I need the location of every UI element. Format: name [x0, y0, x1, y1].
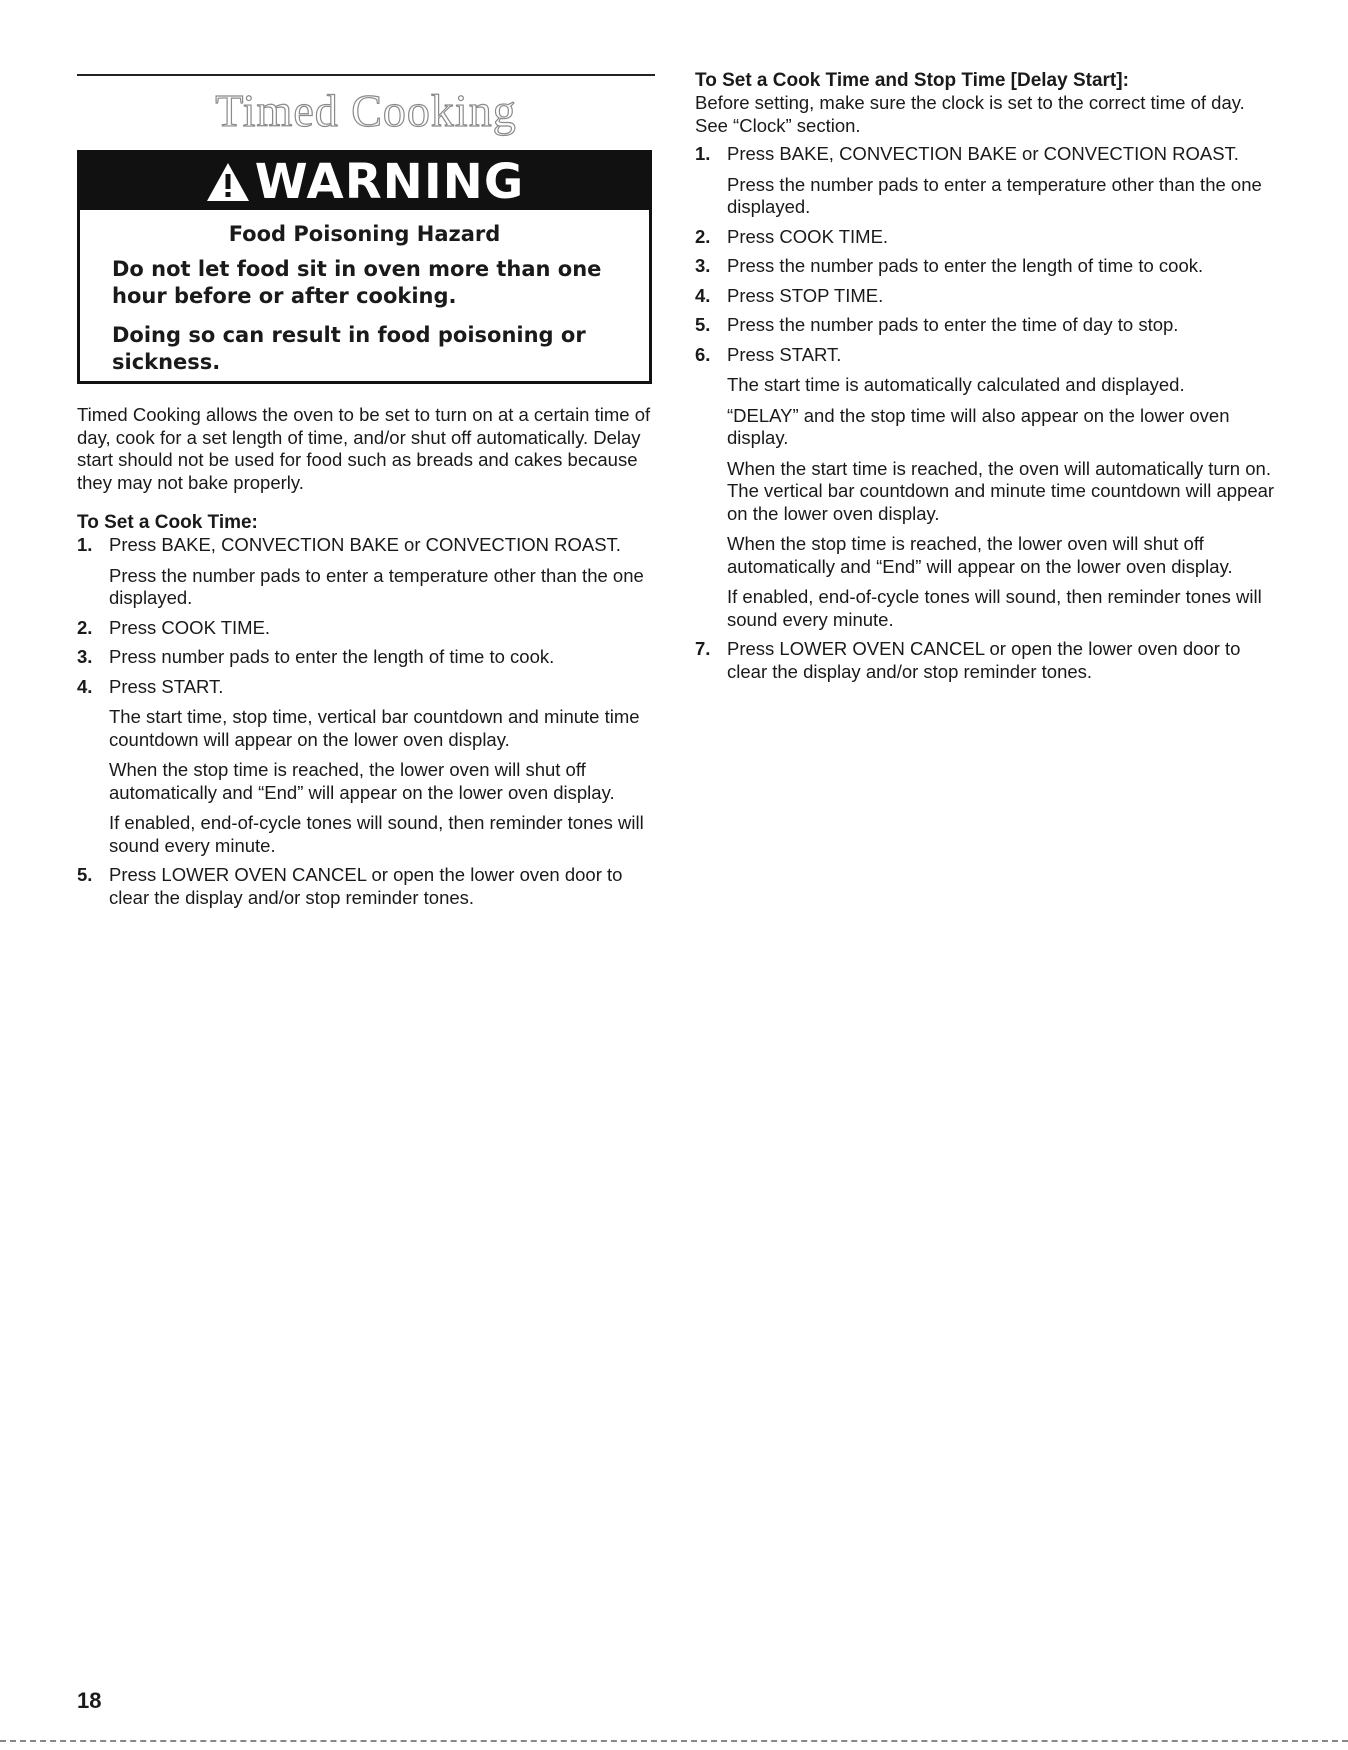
- step-number: 6.: [695, 343, 711, 365]
- step-text: Press BAKE, CONVECTION BAKE or CONVECTION ROAST.: [727, 143, 1239, 164]
- delay-start-heading: To Set a Cook Time and Stop Time [Delay Start]:: [695, 70, 1129, 91]
- step-note: When the stop time is reached, the lower oven will shut off automatically and “End” will appear on the lower oven display.: [109, 759, 615, 803]
- warning-banner-label: WARNING: [254, 153, 525, 210]
- step-item: [77, 864, 655, 909]
- step-note: Press the number pads to enter a temperature other than the one displayed.: [109, 564, 644, 608]
- step-text: Press COOK TIME.: [109, 616, 271, 638]
- step-note: The start time, stop time, vertical bar countdown and minute time countdown will appear on the lower oven display.: [109, 706, 640, 750]
- step-note: “DELAY” and the stop time will also appear on the lower oven display.: [727, 404, 1230, 448]
- step-item: [695, 143, 1275, 219]
- step-item: [695, 285, 1275, 308]
- step-number: 3.: [695, 255, 711, 276]
- step-text: Press START.: [727, 343, 842, 365]
- cook-time-steps: [77, 534, 655, 909]
- step-text: Press COOK TIME.: [727, 225, 889, 247]
- step-text: Press BAKE, CONVECTION BAKE or CONVECTION ROAST.: [109, 534, 621, 555]
- step-note: When the stop time is reached, the lower oven will shut off automatically and “End” will appear on the lower oven display.: [727, 533, 1233, 577]
- step-item: [695, 255, 1275, 278]
- warning-banner: [80, 153, 649, 210]
- delay-start-steps: [695, 143, 1275, 683]
- step-number: 7.: [695, 638, 711, 659]
- step-text: Press number pads to enter the length of time to cook.: [109, 646, 555, 667]
- section-title: Timed Cooking: [215, 85, 517, 136]
- step-note: When the start time is reached, the oven will automatically turn on. The vertical bar countdown and minute time countdown will appear on the lower oven display.: [727, 457, 1275, 524]
- step-item: [695, 226, 1275, 249]
- step-item: [77, 617, 655, 640]
- step-number: 4.: [695, 284, 711, 306]
- warning-consequence: Doing so can result in food poisoning or sickness.: [112, 323, 586, 374]
- step-number: 5.: [695, 314, 711, 335]
- intro-paragraph: Timed Cooking allows the oven to be set to turn on at a certain time of day, cook for a set length of time, and/or shut off automatically. Delay start should not be used for food such as breads and cakes because they may not bake properly.: [77, 404, 651, 493]
- step-number: 3.: [77, 646, 93, 667]
- cook-time-heading: To Set a Cook Time:: [77, 512, 258, 533]
- step-text: Press START.: [109, 675, 224, 697]
- step-item: [77, 534, 655, 610]
- step-number: 4.: [77, 675, 93, 697]
- step-note: The start time is automatically calculated and displayed.: [727, 374, 1185, 395]
- step-number: 2.: [77, 616, 93, 638]
- delay-start-section: [695, 70, 1275, 690]
- step-text: Press STOP TIME.: [727, 284, 884, 306]
- step-item: [77, 676, 655, 858]
- step-item: [77, 646, 655, 669]
- step-item: [695, 638, 1275, 683]
- step-text: Press the number pads to enter the length of time to cook.: [727, 255, 1204, 276]
- step-note: Press the number pads to enter a temperature other than the one displayed.: [727, 173, 1262, 217]
- page-number: 18: [77, 1688, 102, 1713]
- step-note: If enabled, end-of-cycle tones will sound, then reminder tones will sound every minute.: [727, 586, 1262, 630]
- warning-triangle-icon: [205, 161, 251, 203]
- step-item: [695, 314, 1275, 337]
- warning-box: [77, 150, 652, 384]
- step-number: 1.: [695, 143, 711, 164]
- step-item: [695, 344, 1275, 632]
- delay-start-intro: Before setting, make sure the clock is set to the correct time of day. See “Clock” section.: [695, 92, 1245, 136]
- step-note: If enabled, end-of-cycle tones will sound, then reminder tones will sound every minute.: [109, 812, 644, 856]
- hazard-title: Food Poisoning Hazard: [228, 222, 501, 246]
- cook-time-section: [77, 512, 655, 916]
- step-number: 5.: [77, 864, 93, 885]
- step-text: Press the number pads to enter the time of day to stop.: [727, 314, 1179, 335]
- step-text: Press LOWER OVEN CANCEL or open the lower oven door to clear the display and/or stop reminder tones.: [727, 638, 1241, 682]
- warning-instruction: Do not let food sit in oven more than one hour before or after cooking.: [112, 257, 602, 308]
- step-number: 1.: [77, 534, 93, 555]
- top-rule: [77, 74, 655, 76]
- step-number: 2.: [695, 225, 711, 247]
- bottom-rule: [0, 1740, 1348, 1742]
- step-text: Press LOWER OVEN CANCEL or open the lower oven door to clear the display and/or stop reminder tones.: [109, 864, 623, 908]
